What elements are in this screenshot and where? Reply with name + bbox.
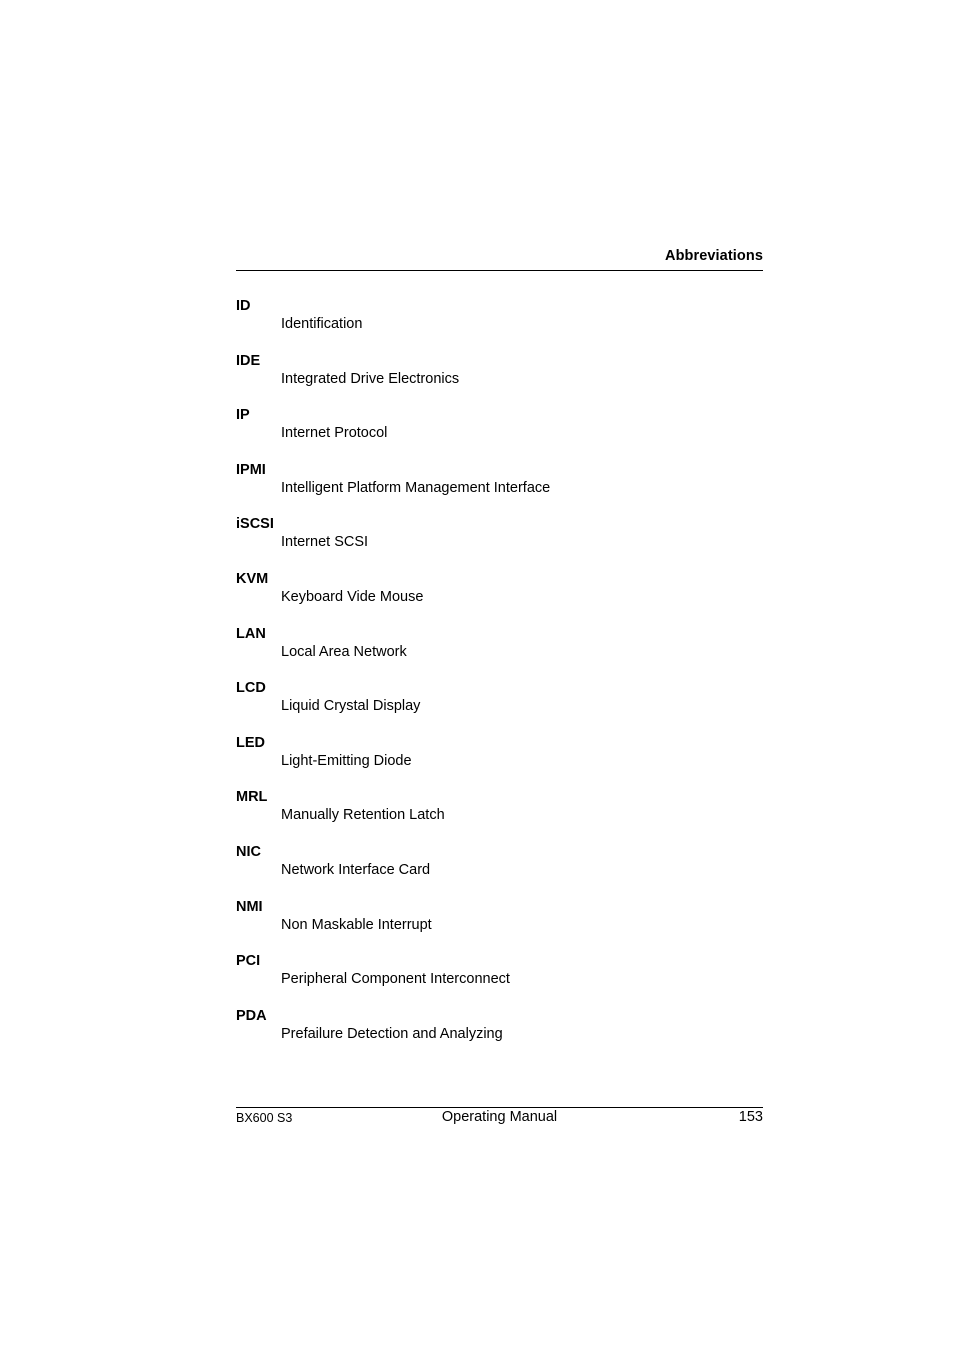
abbreviation-term: ID (236, 298, 251, 314)
abbreviation-definition: Keyboard Vide Mouse (281, 588, 424, 605)
abbreviation-definition: Peripheral Component Interconnect (281, 971, 510, 988)
abbreviation-term: IDE (236, 352, 261, 369)
abbreviation-entry (236, 898, 763, 953)
abbreviation-term: PCI (236, 953, 261, 970)
footer-document-title: Operating Manual (441, 1109, 558, 1125)
abbreviation-term: LCD (236, 680, 266, 697)
abbreviation-term: NMI (236, 898, 263, 915)
abbreviation-term: NIC (236, 843, 261, 860)
abbreviation-entry (236, 788, 763, 843)
abbreviation-entry (236, 461, 763, 516)
abbreviation-list (236, 297, 763, 1061)
abbreviation-definition: Liquid Crystal Display (281, 698, 421, 715)
abbreviation-entry (236, 843, 763, 898)
footer-product: BX600 S3 (236, 1111, 293, 1125)
abbreviation-entry (236, 570, 763, 625)
abbreviation-entry (236, 352, 763, 407)
footer-page-number: 153 (738, 1109, 763, 1125)
abbreviation-entry (236, 1007, 763, 1062)
abbreviation-definition: Local Area Network (281, 643, 407, 660)
abbreviation-definition: Prefailure Detection and Analyzing (281, 1025, 503, 1042)
abbreviation-term: PDA (236, 1007, 267, 1024)
abbreviation-definition: Intelligent Platform Management Interface (281, 479, 551, 496)
abbreviation-definition: Network Interface Card (281, 861, 431, 878)
abbreviation-definition: Non Maskable Interrupt (281, 916, 432, 933)
abbreviation-term: IPMI (236, 461, 266, 478)
header-divider (236, 270, 763, 271)
abbreviation-definition: Identification (281, 316, 363, 332)
abbreviation-term: LED (236, 734, 265, 751)
abbreviation-definition: Internet SCSI (281, 534, 369, 551)
abbreviation-definition: Light-Emitting Diode (281, 752, 412, 769)
abbreviation-entry (236, 679, 763, 734)
abbreviation-term: LAN (236, 625, 266, 642)
abbreviation-definition: Manually Retention Latch (281, 807, 445, 824)
header-title: Abbreviations (665, 248, 763, 264)
abbreviation-term: IP (236, 407, 250, 424)
abbreviation-definition: Integrated Drive Electronics (281, 370, 460, 387)
abbreviation-entry (236, 625, 763, 680)
abbreviation-entry (236, 952, 763, 1007)
abbreviation-term: iSCSI (236, 516, 274, 533)
abbreviation-term: KVM (236, 570, 269, 587)
abbreviation-entry (236, 734, 763, 789)
abbreviation-definition: Internet Protocol (281, 425, 388, 442)
abbreviation-entry (236, 406, 763, 461)
abbreviation-term: MRL (236, 789, 268, 806)
abbreviation-entry (236, 515, 763, 570)
abbreviation-entry (236, 297, 763, 352)
footer-divider (236, 1107, 763, 1108)
